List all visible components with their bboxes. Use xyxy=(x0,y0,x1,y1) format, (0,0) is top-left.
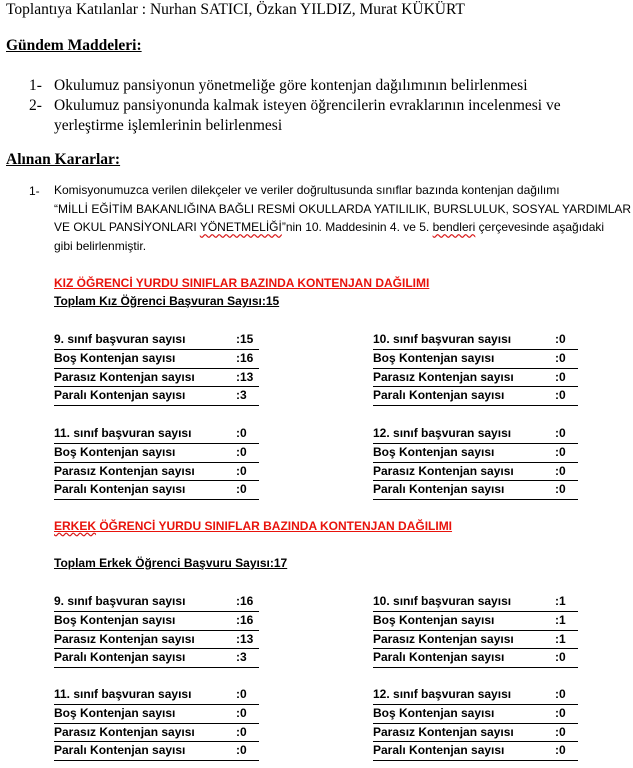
row-label: 10. sınıf başvuran sayısı xyxy=(373,332,512,346)
row-value: :0 xyxy=(236,482,247,497)
table-row xyxy=(373,612,578,631)
table-row xyxy=(54,724,259,743)
row-value: :1 xyxy=(555,612,566,627)
decision-line-3-e: çerçevesinde aşağıdaki xyxy=(475,220,605,235)
row-label: Parasız Kontenjan sayısı xyxy=(54,631,195,646)
table-row xyxy=(373,742,578,761)
row-label: Boş Kontenjan sayısı xyxy=(373,705,495,720)
row-value: :15 xyxy=(236,332,254,346)
row-label: Parasız Kontenjan sayısı xyxy=(54,369,195,384)
decision-item-1-number: 1- xyxy=(29,184,40,198)
table-row xyxy=(54,649,259,668)
table-row xyxy=(54,742,259,761)
row-value: :13 xyxy=(236,631,254,646)
row-label: Paralı Kontenjan sayısı xyxy=(373,650,505,665)
row-label: Parasız Kontenjan sayısı xyxy=(373,369,514,384)
table-row xyxy=(373,593,578,612)
row-value: :0 xyxy=(555,463,566,478)
decision-line-3 xyxy=(54,218,631,237)
table-row xyxy=(54,686,259,705)
table-row xyxy=(373,705,578,724)
decision-line-3-bendleri: bendleri xyxy=(432,220,476,235)
row-label: Parasız Kontenjan sayısı xyxy=(54,463,195,478)
table-row xyxy=(54,631,259,650)
table-row xyxy=(373,463,578,482)
boys-grade-10-table xyxy=(373,593,578,668)
row-label: Boş Kontenjan sayısı xyxy=(373,612,495,627)
boys-heading-erkek: ERKEK xyxy=(54,519,97,533)
row-value: :16 xyxy=(236,612,254,627)
table-row xyxy=(373,686,578,705)
agenda-item-2-number: 2- xyxy=(29,97,42,114)
table-row xyxy=(373,649,578,668)
table-row xyxy=(54,612,259,631)
row-value: :0 xyxy=(555,332,566,346)
row-value: :1 xyxy=(555,631,566,646)
table-row xyxy=(373,444,578,463)
table-row xyxy=(373,331,578,350)
row-label: 10. sınıf başvuran sayısı xyxy=(373,594,512,608)
decision-item-1-text xyxy=(54,181,631,255)
boys-total-applicants: Toplam Erkek Öğrenci Başvuru Sayısı:17 xyxy=(54,556,288,570)
decision-line-3-a: VE OKUL PANSİYONLARI xyxy=(54,220,200,235)
row-value: :0 xyxy=(555,705,566,720)
row-value: :0 xyxy=(236,724,247,739)
row-value: :0 xyxy=(555,426,566,440)
decision-line-1: Komisyonumuzca verilen dilekçeler ve veriler doğrultusunda sınıflar bazında kontenjan dağılımı xyxy=(54,183,560,197)
table-row xyxy=(54,387,259,406)
row-label: 9. sınıf başvuran sayısı xyxy=(54,594,186,608)
row-value: :0 xyxy=(236,743,247,758)
row-label: 12. sınıf başvuran sayısı xyxy=(373,687,512,701)
table-row xyxy=(373,481,578,500)
row-label: 11. sınıf başvuran sayısı xyxy=(54,426,192,440)
row-value: :0 xyxy=(555,369,566,384)
table-row xyxy=(54,369,259,388)
table-row xyxy=(54,444,259,463)
row-label: Paralı Kontenjan sayısı xyxy=(54,743,186,758)
row-value: :0 xyxy=(236,426,247,440)
row-label: 11. sınıf başvuran sayısı xyxy=(54,687,192,701)
row-value: :3 xyxy=(236,650,247,665)
boys-grade-12-table xyxy=(373,686,578,761)
row-value: :1 xyxy=(555,594,566,608)
row-value: :0 xyxy=(555,388,566,403)
decision-line-3-regulation: YÖNETMELİĞİ xyxy=(199,220,282,235)
row-value: :16 xyxy=(236,350,254,365)
boys-heading-rest: ÖĞRENCİ YURDU SINIFLAR BAZINDA KONTENJAN DAĞILIMI xyxy=(96,519,453,533)
row-label: Paralı Kontenjan sayısı xyxy=(54,388,186,403)
row-label: Boş Kontenjan sayısı xyxy=(54,350,176,365)
agenda-item-2-text-line-2: yerleştirme işlemlerinin belirlenmesi xyxy=(54,117,283,134)
row-label: Parasız Kontenjan sayısı xyxy=(373,463,514,478)
agenda-item-1-number: 1- xyxy=(29,77,42,94)
boys-section-heading xyxy=(54,519,452,533)
decisions-title: Alınan Kararlar: xyxy=(6,151,121,168)
agenda-item-1-text: Okulumuz pansiyonun yönetmeliğe göre kontenjan dağılımının belirlenmesi xyxy=(54,77,528,94)
girls-grade-9-table xyxy=(54,331,259,406)
boys-grade-11-table xyxy=(54,686,259,761)
girls-grade-12-table xyxy=(373,425,578,500)
girls-grade-11-table xyxy=(54,425,259,500)
row-label: Parasız Kontenjan sayısı xyxy=(373,631,514,646)
table-row xyxy=(373,425,578,444)
row-value: :0 xyxy=(555,482,566,497)
row-value: :0 xyxy=(236,687,247,701)
row-label: Boş Kontenjan sayısı xyxy=(54,444,176,459)
row-value: :0 xyxy=(236,705,247,720)
table-row xyxy=(54,331,259,350)
agenda-item-2-text-line-1: Okulumuz pansiyonunda kalmak isteyen öğrencilerin evraklarının incelenmesi ve xyxy=(54,97,561,114)
girls-grade-10-table xyxy=(373,331,578,406)
row-label: Boş Kontenjan sayısı xyxy=(373,444,495,459)
row-label: Parasız Kontenjan sayısı xyxy=(54,724,195,739)
table-row xyxy=(54,463,259,482)
decision-line-4: gibi belirlenmiştir. xyxy=(54,238,147,253)
table-row xyxy=(54,350,259,369)
row-value: :0 xyxy=(555,724,566,739)
table-row xyxy=(373,350,578,369)
row-label: Paralı Kontenjan sayısı xyxy=(373,482,505,497)
table-row xyxy=(54,593,259,612)
row-value: :0 xyxy=(555,350,566,365)
table-row xyxy=(373,631,578,650)
row-label: Paralı Kontenjan sayısı xyxy=(373,743,505,758)
table-row xyxy=(54,425,259,444)
row-value: :0 xyxy=(555,444,566,459)
decision-line-2: “MİLLİ EĞİTİM BAKANLIĞINA BAĞLI RESMİ OKULLARDA YATILILIK, BURSLULUK, SOSYAL YARDIMLAR xyxy=(54,201,632,216)
row-label: Boş Kontenjan sayısı xyxy=(54,612,176,627)
table-row xyxy=(373,369,578,388)
attendees-line: Toplantıya Katılanlar : Nurhan SATICI, Özkan YILDIZ, Murat KÜKÜRT xyxy=(6,1,465,18)
row-label: Boş Kontenjan sayısı xyxy=(54,705,176,720)
girls-section-heading: KIZ ÖĞRENCİ YURDU SINIFLAR BAZINDA KONTENJAN DAĞILIMI xyxy=(54,276,430,290)
row-label: 9. sınıf başvuran sayısı xyxy=(54,332,186,346)
row-label: Boş Kontenjan sayısı xyxy=(373,350,495,365)
row-label: Parasız Kontenjan sayısı xyxy=(373,724,514,739)
row-value: :0 xyxy=(236,444,247,459)
row-value: :13 xyxy=(236,369,254,384)
girls-total-applicants: Toplam Kız Öğrenci Başvuran Sayısı:15 xyxy=(54,294,280,308)
row-label: 12. sınıf başvuran sayısı xyxy=(373,426,512,440)
row-value: :3 xyxy=(236,388,247,403)
table-row xyxy=(54,705,259,724)
table-row xyxy=(54,481,259,500)
row-label: Paralı Kontenjan sayısı xyxy=(373,388,505,403)
table-row xyxy=(373,724,578,743)
row-value: :0 xyxy=(555,687,566,701)
row-value: :0 xyxy=(555,650,566,665)
row-label: Paralı Kontenjan sayısı xyxy=(54,650,186,665)
table-row xyxy=(373,387,578,406)
agenda-title: Gündem Maddeleri: xyxy=(6,37,142,54)
decision-line-3-c: ”nin 10. Maddesinin 4. ve 5. xyxy=(281,220,433,235)
row-value: :0 xyxy=(236,463,247,478)
row-label: Paralı Kontenjan sayısı xyxy=(54,482,186,497)
boys-grade-9-table xyxy=(54,593,259,668)
row-value: :16 xyxy=(236,594,254,608)
row-value: :0 xyxy=(555,743,566,758)
